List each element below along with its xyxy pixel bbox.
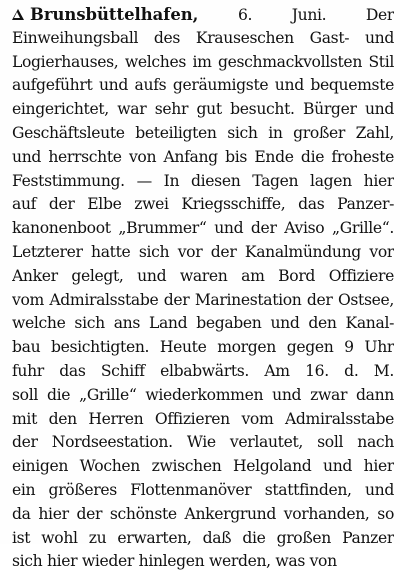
article-line: einigen Wochen zwischen Helgoland und hier	[12, 457, 394, 476]
article-line: Einweihungsball des Krauseschen Gast- und	[12, 28, 394, 47]
article-line: ist wohl zu erwarten, daß die großen Panzer	[12, 528, 394, 547]
triangle-outline-icon	[12, 9, 24, 20]
article-line-last: sich hier wieder hinlegen werden, was von	[12, 552, 337, 571]
article-line: Geschäftsleute beteiligten sich in großer Zahl,	[12, 123, 394, 142]
article-line: der Nordseestation. Wie verlautet, soll nach	[12, 433, 394, 452]
article-line: bau besichtigten. Heute morgen gegen 9 Uhr	[12, 338, 394, 357]
article-line: eingerichtet, war sehr gut besucht. Bürger und	[12, 100, 394, 119]
article-line: mit den Herren Offizieren vom Admiralsstabe	[12, 409, 394, 428]
article-place: Brunsbüttelhafen,	[30, 5, 199, 24]
article-line: Feststimmung. — In diesen Tagen lagen hier	[12, 171, 394, 190]
article-line: soll die „Grille“ wiederkommen und zwar dann	[12, 385, 394, 404]
article-line: Anker gelegt, und waren am Bord Offiziere	[12, 266, 394, 285]
article-line-1	[12, 3, 394, 27]
article-date: 6. Juni.	[237, 6, 327, 24]
article-line: ein größeres Flottenmanöver stattfinden, und	[12, 480, 394, 499]
article-line: Logierhauses, welches im geschmackvollsten Stil	[12, 52, 394, 71]
article-line: da hier der schönste Ankergrund vorhanden, so	[12, 504, 394, 523]
article-line: vom Admiralsstabe der Marinestation der Ostsee,	[12, 290, 394, 309]
article-line: aufgeführt und aufs geräumigste und bequemste	[12, 76, 394, 95]
article-line: Letzterer hatte sich vor der Kanalmündung vor	[12, 242, 394, 261]
article-line: fuhr das Schiff elbabwärts. Am 16. d. M.	[12, 361, 394, 380]
article-line: und herrschte von Anfang bis Ende die froheste	[12, 147, 394, 166]
news-article	[12, 0, 394, 574]
article-line: auf der Elbe zwei Kriegsschiffe, das Panzer-	[12, 195, 394, 214]
article-first-line-rest: Der	[365, 6, 394, 24]
article-line: welche sich ans Land begaben und den Kanal-	[12, 314, 394, 333]
article-line: kanonenboot „Brummer“ und der Aviso „Grille“.	[12, 219, 394, 238]
